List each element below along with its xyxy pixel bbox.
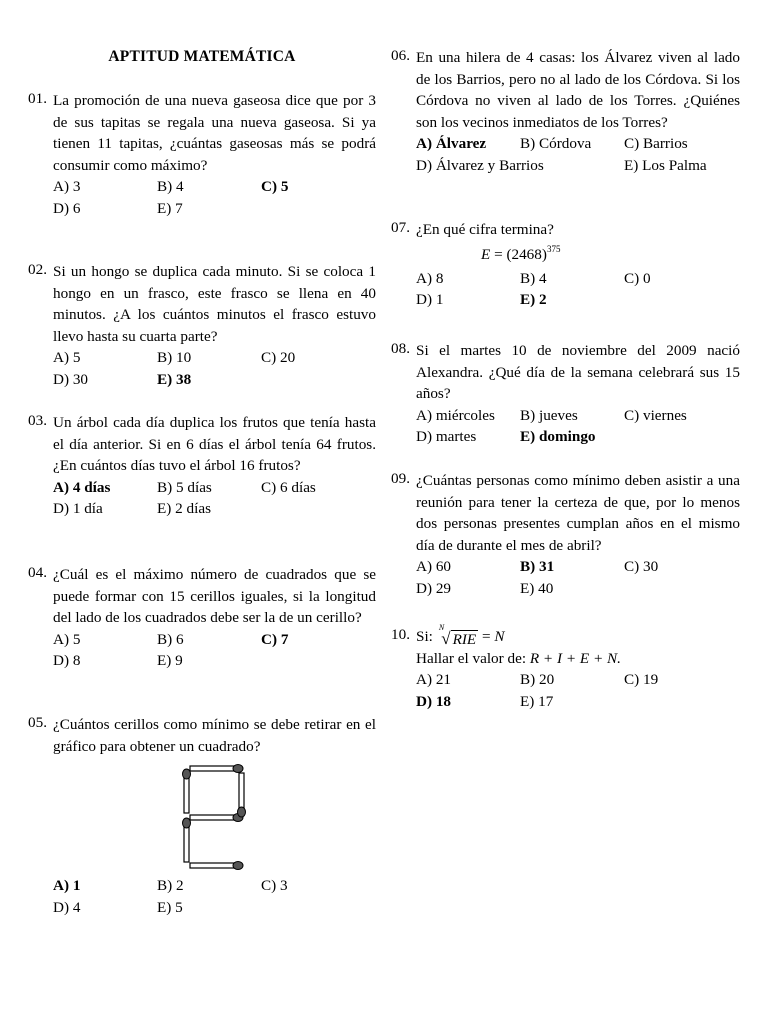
matchstick-middle: [190, 815, 238, 820]
formula-exponent: 375: [546, 243, 561, 254]
option-b: B) 4: [157, 178, 184, 195]
option-e: E) 7: [157, 199, 183, 217]
option-d: D) 29: [416, 579, 452, 597]
option-b: B) 20: [520, 671, 555, 688]
option-b: B) 31: [520, 558, 555, 575]
option-d: D) 18: [416, 692, 452, 710]
match-head: [183, 769, 191, 779]
matchstick-diagram: [178, 763, 258, 871]
question-number: 01.: [28, 90, 47, 107]
question-10: [391, 623, 740, 712]
question-text: ¿Cuántos cerillos como mínimo se debe retirar en el gráfico para obtener un cuadrado?: [53, 716, 376, 755]
option-d: D) martes: [416, 428, 477, 445]
question-number: 02.: [28, 261, 47, 278]
question-07: [391, 219, 740, 311]
option-e: E) 9: [157, 652, 183, 669]
match-head: [233, 765, 243, 773]
option-a: A) 1: [53, 877, 81, 894]
option-b: B) 4: [520, 269, 547, 287]
options: [53, 875, 376, 918]
option-e: E) 2: [520, 291, 547, 308]
match-head: [183, 818, 191, 828]
option-b: B) 5 días: [157, 478, 212, 496]
question-number: 10.: [391, 626, 410, 643]
matchstick-figure: [178, 763, 376, 873]
question-text: Si el martes 10 de noviembre del 2009 nació Alexandra. ¿Qué día de la semana celebrará sus 15 años?: [416, 342, 740, 402]
radical-radicand: RIE: [452, 630, 477, 648]
radical-expression: [438, 623, 505, 648]
radical-sign: √: [441, 628, 451, 648]
option-e: E) 40: [520, 579, 554, 597]
question-text: En una hilera de 4 casas: los Álvarez viven al lado de los Barrios, pero no al lado de los Córdova. Si los Córdova no viven al lado de los Torres. ¿Quiénes son los vecinos inmediatos de los Torres?: [416, 49, 740, 131]
options: [416, 268, 740, 311]
options: [53, 347, 376, 390]
formula-lhs: E: [481, 245, 491, 263]
formula: [481, 243, 740, 268]
question-text: La promoción de una nueva gaseosa dice que por 3 de sus tapitas se regala una nueva gaseosa. Si ya tienen 11 tapitas, ¿cuántas gaseosas más se podrá consumir como máximo?: [53, 92, 376, 174]
option-e: E) 17: [520, 692, 554, 710]
question-text: ¿Cuál es el máximo número de cuadrados que se puede formar con 15 cerillos iguales, si la longitud del lado de los cuadrados debe ser la de un cerillo?: [53, 566, 376, 626]
question-text: Un árbol cada día duplica los frutos que tenía hasta el día anterior. Si en 6 días el árbol tenía 64 frutos. ¿En cuántos días tuvo el árbol 16 frutos?: [53, 414, 376, 474]
option-a: A) 5: [53, 349, 81, 366]
radical-rhs-eq: =: [478, 628, 495, 645]
question-05: [28, 714, 376, 918]
expression: R + I + E + N.: [529, 649, 621, 667]
option-a: A) Álvarez: [416, 135, 487, 152]
matchstick-top: [190, 766, 238, 771]
question-text: ¿Cuántas personas como mínimo deben asistir a una reunión para tener la certeza de que, por lo menos dos personas presentes cumplan años en el mismo día de durante el mes de abril?: [416, 472, 740, 554]
option-d: D) 30: [53, 370, 89, 388]
question-number: 09.: [391, 470, 410, 487]
options: [53, 477, 376, 520]
option-c: C) 5: [261, 178, 289, 195]
radical-rhs: N: [494, 628, 505, 645]
option-c: C) 0: [624, 269, 651, 287]
question-number: 08.: [391, 340, 410, 357]
option-d: D) 4: [53, 898, 81, 916]
option-a: A) 4 días: [53, 478, 111, 496]
formula-base: = (2468): [490, 245, 547, 263]
question-04: [28, 564, 376, 672]
option-d: D) 1: [416, 291, 444, 308]
option-d: D) Álvarez y Barrios: [416, 156, 544, 174]
question-number: 05.: [28, 714, 47, 731]
option-c: C) Barrios: [624, 135, 688, 152]
option-c: C) 3: [261, 877, 288, 894]
question-number: 06.: [391, 47, 410, 64]
question-number: 03.: [28, 412, 47, 429]
question-02: [28, 261, 376, 390]
match-head: [233, 862, 243, 870]
question-instruction: Hallar el valor de:: [416, 649, 527, 667]
option-a: A) 5: [53, 630, 81, 648]
question-number: 07.: [391, 219, 410, 236]
question-text: [416, 623, 740, 648]
option-a: A) 21: [416, 671, 452, 688]
option-c: C) 6 días: [261, 478, 316, 496]
option-e: E) Los Palma: [624, 156, 707, 174]
option-a: A) 3: [53, 178, 81, 195]
question-09: [391, 470, 740, 599]
option-d: D) 6: [53, 199, 81, 217]
page-title: APTITUD MATEMÁTICA: [108, 48, 296, 65]
question-01: [28, 90, 376, 219]
option-e: E) 2 días: [157, 500, 211, 517]
options: [53, 629, 376, 672]
option-a: A) miércoles: [416, 406, 495, 424]
options: [53, 176, 376, 219]
option-c: C) 7: [261, 630, 289, 648]
question-text-2: [416, 648, 740, 670]
question-number: 04.: [28, 564, 47, 581]
option-b: B) 6: [157, 630, 184, 648]
options: [416, 669, 740, 712]
radical-index: N: [438, 623, 445, 632]
option-b: B) 10: [157, 349, 192, 366]
option-a: A) 8: [416, 269, 444, 287]
options: [416, 405, 740, 448]
matchstick-bottom: [190, 863, 238, 868]
question-text: Si un hongo se duplica cada minuto. Si se coloca 1 hongo en un frasco, este frasco se llena en 40 minutos. ¿A los cuántos minutos el frasco estuvo llevo hasta su cuarta parte?: [53, 263, 376, 345]
option-d: D) 1 día: [53, 500, 103, 517]
option-e: E) 38: [157, 370, 192, 388]
options: [416, 556, 740, 599]
option-d: D) 8: [53, 652, 81, 669]
question-03: [28, 412, 376, 520]
question-06: [391, 47, 740, 176]
option-c: C) viernes: [624, 406, 687, 424]
option-c: C) 19: [624, 671, 659, 688]
question-text: ¿En qué cifra termina?: [416, 221, 554, 238]
question-lead: Si:: [416, 628, 433, 645]
option-b: B) jueves: [520, 406, 578, 424]
option-b: B) Córdova: [520, 135, 592, 152]
option-a: A) 60: [416, 558, 452, 575]
option-c: C) 30: [624, 558, 659, 575]
match-head: [238, 807, 246, 817]
option-c: C) 20: [261, 349, 296, 366]
option-e: E) 5: [157, 898, 183, 916]
question-08: [391, 340, 740, 448]
options: [416, 133, 740, 176]
option-e: E) domingo: [520, 428, 596, 445]
option-b: B) 2: [157, 877, 184, 894]
